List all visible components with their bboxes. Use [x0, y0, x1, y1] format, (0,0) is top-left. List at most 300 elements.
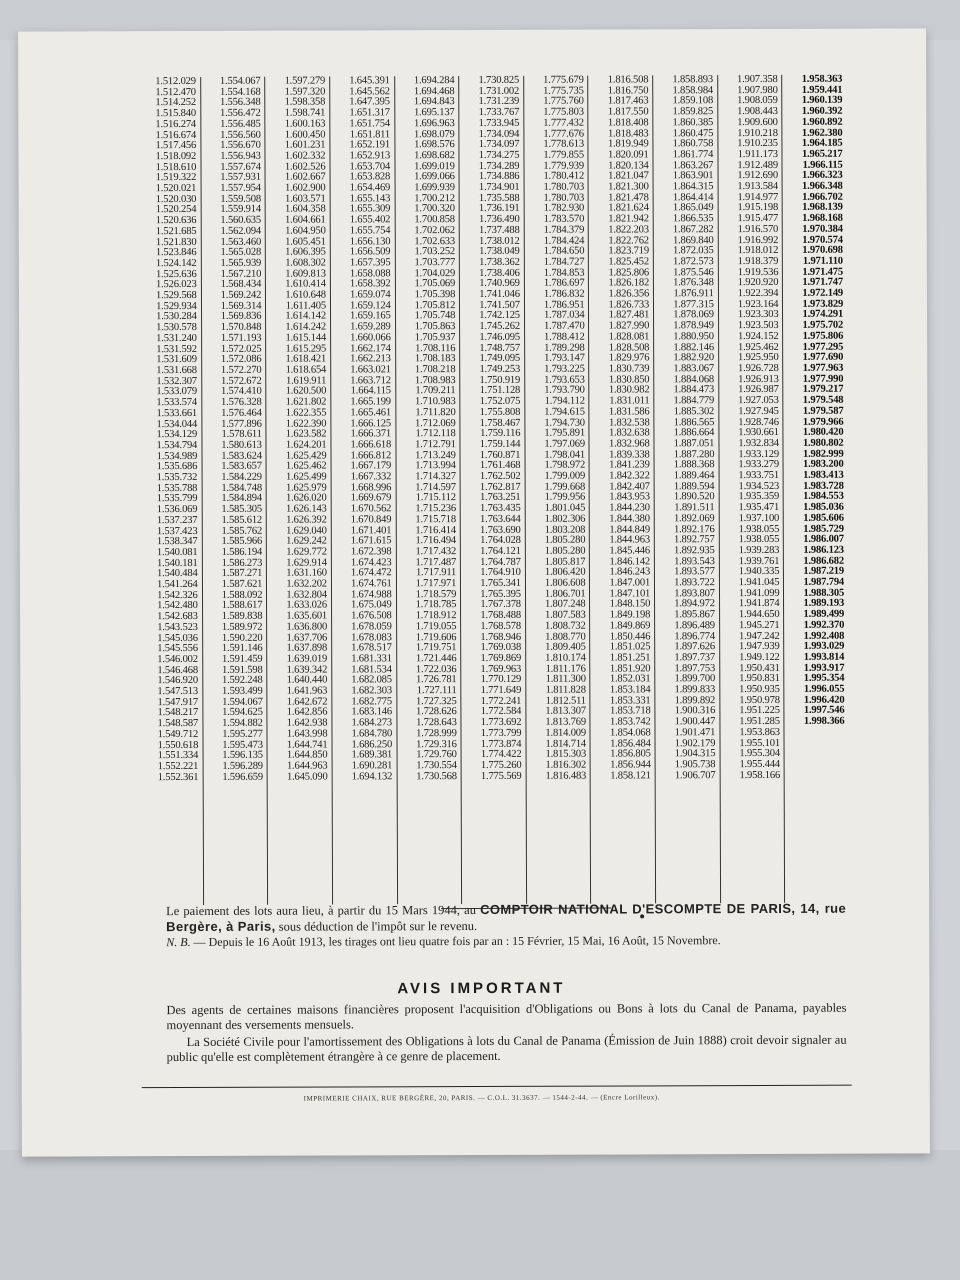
lot-number: 1.849.198: [609, 609, 651, 621]
lot-number: 1.938.055: [738, 534, 780, 546]
lot-number: 1.537.237: [156, 514, 198, 526]
lot-number: 1.551.334: [157, 750, 199, 762]
lot-number: 1.892.069: [673, 512, 715, 525]
lot-number: 1.604.358: [284, 203, 326, 216]
lot-number: 1.851.251: [609, 652, 651, 664]
lot-number: 1.730.825: [478, 74, 520, 86]
lot-number: 1.699.019: [414, 160, 455, 172]
lot-number: 1.710.983: [414, 396, 456, 408]
lot-number: 1.968.168: [802, 212, 843, 224]
lot-number: 1.532.307: [156, 375, 197, 387]
lot-number: 1.783.570: [543, 213, 585, 225]
lot-number: 1.872.035: [672, 245, 714, 257]
lot-number: 1.540.181: [156, 557, 198, 569]
lot-number: 1.893.807: [674, 587, 715, 600]
lot-number: 1.719.606: [415, 631, 457, 643]
lot-number: 1.971.475: [802, 266, 843, 278]
lot-number: 1.548.587: [157, 718, 199, 730]
lot-number: 1.718.785: [415, 599, 457, 611]
number-column-7: [524, 76, 592, 904]
lot-number: 1.810.174: [545, 652, 586, 664]
lot-number: 1.970.574: [802, 234, 843, 246]
lot-number: 1.667.179: [350, 460, 392, 472]
lot-number: 1.896.774: [674, 630, 715, 642]
lot-number: 1.793.653: [544, 374, 585, 386]
lot-number: 1.960.892: [801, 116, 843, 128]
lot-number: 1.666.618: [350, 439, 392, 451]
lot-number: 1.614.242: [285, 321, 327, 333]
lot-number: 1.760.871: [479, 449, 521, 461]
lot-number: 1.547.917: [157, 696, 199, 708]
lot-number: 1.774.422: [480, 749, 522, 761]
lot-number: 1.808.770: [545, 631, 586, 643]
lot-number: 1.531.592: [156, 343, 197, 355]
lot-number: 1.518.092: [155, 150, 197, 163]
lot-number: 1.589.838: [221, 610, 263, 623]
lot-number: 1.888.368: [673, 459, 715, 471]
lot-number: 1.645.090: [286, 771, 328, 783]
background-bottom: [0, 1150, 960, 1280]
lot-number: 1.584.748: [221, 482, 262, 494]
lot-number: 1.700.858: [414, 214, 455, 226]
lot-number: 1.923.503: [737, 320, 779, 332]
lot-number: 1.851.025: [609, 641, 651, 653]
lot-number: 1.569.242: [220, 289, 262, 301]
lot-number: 1.764.787: [480, 556, 521, 568]
lot-number: 1.574.410: [220, 386, 262, 398]
lot-number: 1.598.358: [284, 96, 326, 109]
lot-number: 1.819.949: [607, 138, 649, 150]
lot-number: 1.955.304: [739, 748, 780, 760]
lot-number: 1.531.609: [156, 354, 197, 366]
lot-number: 1.699.066: [414, 171, 455, 183]
lot-number: 1.717.487: [415, 556, 457, 568]
lot-number: 1.971.110: [802, 255, 843, 267]
lot-number: 1.644.850: [286, 749, 328, 761]
lot-number: 1.913.584: [737, 180, 779, 193]
lot-number: 1.520.254: [155, 204, 197, 216]
lot-number: 1.684.273: [351, 717, 393, 729]
lot-number: 1.814.009: [545, 727, 586, 739]
lot-number: 1.884.068: [673, 373, 715, 385]
lot-number: 1.557.954: [220, 182, 261, 194]
lot-number: 1.515.840: [155, 108, 196, 120]
lot-number: 1.583.657: [221, 461, 262, 473]
lot-number: 1.585.612: [221, 514, 263, 526]
lot-number: 1.930.661: [738, 427, 779, 439]
lot-number: 1.895.867: [674, 609, 715, 621]
lot-number: 1.825.452: [608, 256, 649, 268]
lot-number: 1.541.264: [157, 579, 198, 591]
lot-number: 1.892.935: [674, 545, 715, 557]
lot-number: 1.826.356: [608, 288, 650, 300]
lot-number: 1.816.483: [545, 770, 587, 782]
lot-number: 1.699.939: [414, 182, 455, 194]
lot-number: 1.629.040: [286, 525, 327, 537]
lot-number: 1.512.470: [155, 86, 196, 98]
lot-number: 1.841.239: [609, 459, 650, 471]
lot-number: 1.662.174: [350, 342, 391, 355]
lot-number: 1.941.874: [738, 598, 780, 610]
lot-number: 1.830.739: [608, 363, 650, 375]
lot-number: 1.829.976: [608, 352, 650, 364]
lot-number: 1.966.323: [801, 170, 843, 182]
lot-number: 1.923.164: [737, 298, 779, 310]
lot-number: 1.737.488: [478, 224, 520, 236]
lot-number: 1.939.283: [738, 544, 780, 557]
lot-number: 1.602.526: [284, 161, 326, 173]
lot-number: 1.979.587: [802, 405, 844, 417]
lot-number: 1.982.999: [802, 448, 844, 460]
lot-number: 1.729.316: [416, 738, 457, 750]
lot-number: 1.750.919: [479, 374, 521, 386]
lot-number: 1.694.284: [413, 75, 455, 87]
lot-number: 1.713.994: [415, 460, 456, 472]
lot-number: 1.625.462: [285, 460, 327, 472]
lot-number: 1.525.636: [155, 268, 197, 280]
lot-number: 1.937.100: [738, 512, 780, 524]
lot-number: 1.979.217: [802, 384, 844, 396]
lot-number: 1.621.802: [285, 396, 327, 408]
lot-number: 1.540.081: [156, 546, 198, 559]
lot-number: 1.602.900: [284, 182, 326, 194]
lot-number: 1.518.610: [155, 161, 197, 173]
lot-number: 1.655.754: [349, 225, 391, 237]
lot-number: 1.653.704: [349, 160, 391, 173]
lot-number: 1.786.832: [543, 288, 585, 300]
lot-number: 1.632.202: [286, 578, 327, 590]
lot-number: 1.538.347: [156, 536, 198, 548]
lot-number: 1.639.019: [286, 653, 328, 665]
lot-number: 1.910.235: [737, 138, 778, 150]
lot-number: 1.876.348: [673, 277, 714, 289]
lot-number: 1.780.703: [543, 192, 585, 204]
lot-number: 1.893.577: [674, 566, 715, 578]
lot-number: 1.856.944: [610, 759, 651, 771]
lot-number: 1.587.271: [221, 568, 263, 580]
lot-number: 1.887.051: [673, 438, 715, 450]
lot-number: 1.547.513: [157, 686, 199, 698]
lot-number: 1.777.432: [543, 117, 584, 129]
lot-number: 1.698.682: [414, 149, 455, 162]
lot-number: 1.675.049: [351, 599, 392, 611]
lot-number: 1.746.095: [479, 331, 520, 343]
lot-number: 1.606.395: [285, 246, 326, 258]
lot-number: 1.858.984: [672, 84, 714, 97]
lot-number: 1.817.550: [607, 106, 649, 118]
lot-number: 1.602.332: [284, 150, 326, 162]
lot-number: 1.923.303: [737, 309, 779, 321]
lot-number: 1.772.584: [480, 706, 522, 718]
lot-number: 1.542.480: [157, 600, 198, 612]
lot-number: 1.973.829: [802, 298, 844, 310]
lot-number: 1.784.650: [543, 245, 585, 258]
lot-number: 1.769.869: [480, 652, 522, 664]
lot-number: 1.996.420: [803, 694, 845, 706]
lot-number: 1.676.508: [351, 610, 392, 622]
lot-number: 1.807.248: [544, 599, 586, 611]
lot-number: 1.596.135: [222, 750, 263, 762]
lot-number: 1.656.509: [349, 246, 391, 258]
lot-number: 1.745.262: [479, 321, 520, 333]
lot-number: 1.734.094: [478, 128, 520, 140]
lot-number: 1.560.635: [220, 214, 262, 227]
lot-number: 1.787.470: [543, 320, 585, 332]
lot-number: 1.678.517: [351, 642, 392, 654]
lot-number: 1.853.331: [609, 695, 651, 707]
lot-number: 1.755.808: [479, 406, 521, 418]
lot-number: 1.799.956: [544, 492, 586, 504]
lot-number: 1.925.462: [737, 341, 779, 353]
lot-number: 1.615.295: [285, 343, 327, 355]
lot-number: 1.549.712: [157, 728, 199, 740]
lot-number: 1.763.644: [479, 513, 521, 525]
lot-number: 1.610.414: [285, 278, 326, 291]
lot-number: 1.530.578: [156, 322, 197, 334]
lot-number: 1.950.831: [739, 673, 780, 685]
lot-number: 1.534.989: [156, 450, 198, 462]
lot-number: 1.568.434: [220, 279, 262, 291]
lot-number: 1.694.468: [413, 85, 455, 97]
lot-number: 1.878.949: [673, 320, 714, 332]
lot-number: 1.798.041: [544, 449, 586, 461]
lot-number: 1.918.379: [737, 255, 779, 268]
lot-number: 1.825.806: [608, 267, 650, 279]
lot-number: 1.958.166: [739, 769, 781, 781]
lot-number: 1.601.231: [284, 139, 326, 151]
lot-number: 1.916.992: [737, 234, 779, 246]
lot-number: 1.512.029: [155, 75, 196, 88]
lot-number: 1.516.274: [155, 118, 197, 130]
lot-number: 1.546.468: [157, 664, 198, 676]
number-column-4: [330, 76, 398, 904]
note-text: — Depuis le 16 Août 1913, les tirages ont lieu quatre fois par an : 15 Février, 15 Mai, 16 Août, 15 Novembre.: [193, 933, 721, 949]
lot-number: 1.632.804: [286, 589, 327, 601]
lot-number: 1.910.218: [737, 127, 778, 139]
lot-number: 1.678.059: [351, 621, 392, 633]
lot-number: 1.977.690: [802, 351, 844, 364]
lot-number: 1.708.983: [414, 374, 456, 386]
lot-number: 1.576.464: [221, 407, 262, 419]
lot-number: 1.690.281: [351, 760, 393, 772]
lot-number: 1.955.444: [739, 758, 781, 771]
lot-number: 1.728.999: [416, 727, 457, 740]
lot-number: 1.736.490: [478, 213, 520, 226]
lot-number: 1.686.250: [351, 738, 393, 751]
lot-number: 1.901.471: [674, 727, 716, 739]
lot-number: 1.734.886: [478, 171, 520, 183]
lot-number: 1.794.112: [544, 395, 585, 407]
lot-number: 1.935.471: [738, 502, 780, 514]
document-sheet: [18, 28, 930, 1156]
lot-number: 1.859.825: [672, 106, 714, 118]
lot-number: 1.731.239: [478, 96, 520, 108]
lot-number: 1.924.152: [737, 330, 779, 342]
lot-number: 1.537.423: [156, 525, 198, 537]
lot-number: 1.989.499: [803, 608, 845, 621]
lot-number: 1.695.137: [413, 107, 455, 119]
lot-number: 1.639.342: [286, 664, 328, 676]
lot-number: 1.592.248: [221, 675, 263, 687]
lot-number: 1.995.354: [803, 673, 845, 685]
lot-number: 1.764.028: [480, 535, 521, 547]
lot-number: 1.983.413: [803, 469, 844, 481]
lot-number: 1.736.191: [478, 203, 520, 215]
lot-number: 1.705.812: [414, 299, 456, 311]
lot-number: 1.826.182: [608, 277, 650, 289]
lot-number: 1.726.781: [415, 674, 457, 686]
lot-number: 1.784.853: [543, 267, 585, 279]
lot-number: 1.593.499: [222, 685, 263, 697]
lot-number: 1.770.129: [480, 674, 522, 686]
lot-number: 1.987.219: [803, 566, 844, 578]
lot-number: 1.863.901: [672, 170, 714, 182]
lot-number: 1.947.939: [739, 641, 780, 653]
lot-number: 1.516.674: [155, 129, 197, 141]
lot-number: 1.993.029: [803, 640, 845, 653]
lot-number: 1.520.021: [155, 182, 197, 195]
lot-number: 1.556.943: [220, 150, 261, 162]
lot-number: 1.987.794: [803, 576, 845, 588]
lot-number: 1.802.306: [544, 513, 586, 525]
lot-number: 1.565.028: [220, 246, 262, 259]
lot-number: 1.659.074: [349, 289, 391, 301]
lot-number: 1.665.461: [350, 407, 391, 419]
lot-number: 1.749.253: [479, 363, 521, 375]
lot-number: 1.660.066: [350, 332, 391, 344]
lot-number: 1.652.913: [349, 150, 391, 162]
lot-number: 1.806.608: [544, 577, 586, 589]
lot-number: 1.665.199: [350, 396, 391, 408]
lot-number: 1.890.520: [673, 491, 715, 503]
lot-number: 1.644.963: [286, 760, 328, 772]
lot-number: 1.715.236: [415, 503, 456, 515]
lot-number: 1.742.125: [479, 310, 520, 322]
lot-number: 1.716.414: [415, 524, 457, 536]
lot-number: 1.889.594: [673, 480, 715, 493]
lot-number: 1.733.945: [478, 117, 520, 129]
lot-number: 1.927.053: [738, 395, 779, 407]
lot-number: 1.911.173: [737, 148, 778, 160]
lot-number: 1.596.289: [222, 760, 263, 772]
lot-number: 1.521.830: [155, 236, 197, 248]
lot-number: 1.764.121: [480, 545, 521, 557]
lot-number: 1.738.406: [479, 267, 520, 279]
lot-number: 1.830.982: [608, 384, 650, 396]
lot-number: 1.674.423: [350, 556, 392, 569]
lot-number: 1.769.963: [480, 663, 522, 675]
lot-number: 1.713.249: [415, 449, 456, 461]
lot-number: 1.594.067: [222, 696, 263, 708]
payment-text-2: sous déduction de l'impôt sur le revenu.: [278, 918, 478, 934]
number-column-3: [265, 76, 333, 904]
lot-number: 1.535.732: [156, 471, 198, 484]
lot-number: 1.597.320: [284, 86, 326, 98]
lot-number: 1.784.424: [543, 235, 585, 247]
lot-number: 1.570.848: [220, 321, 262, 334]
lot-number: 1.992.408: [803, 630, 845, 642]
lot-number: 1.886.664: [673, 427, 715, 439]
lot-number: 1.694.843: [413, 96, 455, 108]
lot-number: 1.563.460: [220, 236, 262, 248]
lot-number: 1.626.143: [286, 503, 327, 515]
lot-number: 1.655.402: [349, 214, 391, 226]
lot-number: 1.714.597: [415, 481, 456, 493]
number-column-10: [718, 75, 786, 903]
lot-number: 1.529.568: [156, 290, 197, 302]
lot-number: 1.622.355: [285, 407, 327, 419]
lot-number: 1.734.901: [478, 181, 520, 194]
lot-number: 1.900.447: [674, 716, 716, 728]
lot-number: 1.925.950: [737, 352, 779, 364]
lot-number: 1.926.913: [738, 373, 779, 385]
lot-number: 1.534.044: [156, 418, 198, 430]
lot-number: 1.778.613: [543, 138, 584, 150]
lot-number: 1.642.938: [286, 717, 328, 729]
lot-number: 1.664.115: [350, 385, 391, 397]
lot-number: 1.830.850: [608, 374, 650, 386]
lot-number: 1.608.302: [285, 257, 326, 269]
lot-number: 1.588.617: [221, 600, 263, 612]
lot-number: 1.947.242: [738, 630, 780, 642]
lot-number: 1.668.996: [350, 482, 392, 494]
lot-number: 1.915.198: [737, 202, 779, 214]
lot-number: 1.700.320: [414, 203, 455, 215]
notice-p1: Des agents de certaines maisons financières proposent l'acquisition d'Obligations ou Bons à lots du Canal de Panama, payables moyennant des versements mensuels.: [166, 1000, 847, 1033]
lot-number: 1.902.179: [674, 737, 716, 749]
lot-number: 1.960.392: [801, 105, 843, 117]
lot-number: 1.858.121: [610, 770, 651, 782]
lot-number: 1.645.562: [349, 85, 390, 98]
lot-number: 1.780.412: [543, 170, 585, 183]
lot-number: 1.733.767: [478, 106, 520, 119]
lot-number: 1.839.338: [609, 448, 650, 461]
lot-number: 1.980.802: [802, 437, 844, 449]
lot-number: 1.843.953: [609, 491, 650, 503]
lot-number: 1.730.568: [416, 770, 457, 782]
lot-number: 1.577.896: [221, 418, 262, 430]
lot-number: 1.816.750: [607, 85, 649, 97]
lot-number: 1.806.420: [544, 566, 586, 579]
lot-number: 1.850.446: [609, 630, 651, 643]
lot-number: 1.556.670: [220, 139, 261, 152]
lot-number: 1.795.891: [544, 427, 585, 439]
lot-number: 1.823.719: [608, 245, 649, 257]
lot-number: 1.951.225: [739, 705, 780, 717]
lot-number: 1.682.303: [351, 685, 392, 697]
lot-number: 1.906.707: [674, 769, 716, 782]
lot-number: 1.635.601: [286, 610, 328, 622]
lot-number: 1.741.507: [479, 299, 520, 311]
lot-number: 1.805.280: [544, 534, 586, 546]
lot-number: 1.548.217: [157, 707, 199, 719]
lot-number: 1.992.370: [803, 619, 845, 631]
lot-number: 1.705.398: [414, 289, 456, 301]
lot-number: 1.822.203: [608, 224, 649, 236]
lot-number: 1.672.398: [350, 546, 392, 558]
lot-number: 1.591.146: [221, 643, 263, 655]
lot-number: 1.809.405: [545, 641, 586, 654]
lot-number: 1.752.075: [479, 395, 521, 408]
lot-number: 1.731.002: [478, 85, 520, 97]
lot-number: 1.624.201: [285, 439, 327, 451]
lot-number: 1.571.193: [220, 332, 262, 344]
lot-number: 1.966.348: [802, 180, 843, 192]
number-column-1: [136, 77, 204, 905]
lot-number: 1.531.240: [156, 332, 197, 344]
lot-number: 1.631.160: [286, 567, 327, 579]
lot-number: 1.667.332: [350, 471, 392, 483]
